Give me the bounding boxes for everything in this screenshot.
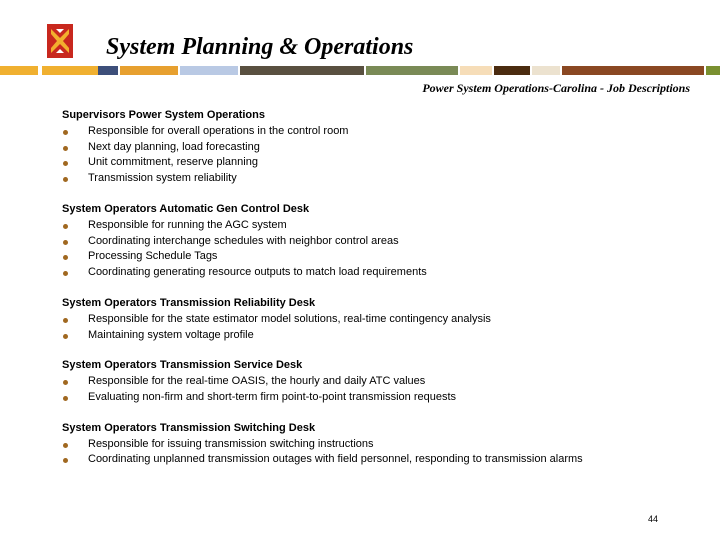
bullet-dot-icon [63,177,68,182]
color-band-segment [240,66,364,75]
color-band-segment [494,66,530,75]
bullet-list [62,124,702,187]
bullet-dot-icon [63,380,68,385]
company-logo-icon [47,24,73,58]
bullet-item [62,452,702,468]
color-band [0,66,720,75]
bullet-text: Responsible for issuing transmission switching instructions [88,437,374,450]
section-service-desk [62,358,702,405]
bullet-item [62,437,702,453]
section-switching-desk [62,421,702,468]
bullet-dot-icon [63,334,68,339]
color-band-segment [562,66,704,75]
bullet-dot-icon [63,271,68,276]
color-band-segment [42,66,98,75]
bullet-item [62,374,702,390]
bullet-text: Evaluating non-firm and short-term firm point-to-point transmission requests [88,390,457,403]
bullet-text: Responsible for overall operations in the control room [88,124,349,137]
page-number: 44 [648,514,659,524]
bullet-dot-icon [63,130,68,135]
color-band-segment [120,66,178,75]
bullet-item [62,312,702,328]
bullet-dot-icon [63,161,68,166]
bullet-text: Unit commitment, reserve planning [88,156,258,169]
bullet-text: Responsible for running the AGC system [88,218,287,231]
bullet-item [62,390,702,406]
color-band-segment [366,66,458,75]
bullet-dot-icon [63,255,68,260]
section-heading: System Operators Automatic Gen Control Desk [62,202,310,215]
bullet-text: Responsible for the state estimator model solutions, real-time contingency analysis [88,312,491,325]
job-descriptions [62,108,702,483]
bullet-dot-icon [63,146,68,151]
section-heading: System Operators Transmission Reliability Desk [62,296,316,309]
color-band-segment [460,66,492,75]
bullet-dot-icon [63,318,68,323]
bullet-dot-icon [63,443,68,448]
page-subtitle: Power System Operations-Carolina - Job Descriptions [422,81,690,95]
bullet-item [62,155,702,171]
bullet-list [62,218,702,281]
bullet-text: Next day planning, load forecasting [88,140,260,153]
bullet-dot-icon [63,224,68,229]
bullet-item [62,124,702,140]
section-reliability-desk [62,296,702,343]
bullet-list [62,312,702,344]
bullet-dot-icon [63,396,68,401]
section-heading: System Operators Transmission Switching Desk [62,421,316,434]
bullet-dot-icon [63,458,68,463]
color-band-segment [532,66,560,75]
bullet-text: Coordinating interchange schedules with neighbor control areas [88,234,399,247]
color-band-segment [98,66,118,75]
bullet-item [62,249,702,265]
section-heading: System Operators Transmission Service Desk [62,359,303,372]
section-supervisors [62,108,702,187]
bullet-text: Coordinating unplanned transmission outages with field personnel, responding to transmission alarms [88,453,583,466]
bullet-item [62,171,702,187]
bullet-text: Processing Schedule Tags [88,250,218,263]
section-heading: Supervisors Power System Operations [62,109,265,121]
bullet-item [62,234,702,250]
bullet-dot-icon [63,240,68,245]
bullet-list [62,437,702,469]
color-band-segment [0,66,38,75]
page-title: System Planning & Operations [106,34,414,60]
section-agc-desk [62,202,702,281]
bullet-item [62,265,702,281]
bullet-text: Coordinating generating resource outputs to match load requirements [88,266,427,279]
bullet-item [62,218,702,234]
bullet-text: Maintaining system voltage profile [88,328,254,341]
bullet-text: Responsible for the real-time OASIS, the hourly and daily ATC values [88,375,426,388]
bullet-text: Transmission system reliability [88,172,237,185]
color-band-segment [706,66,720,75]
bullet-item [62,328,702,344]
color-band-segment [180,66,238,75]
bullet-item [62,140,702,156]
bullet-list [62,374,702,406]
